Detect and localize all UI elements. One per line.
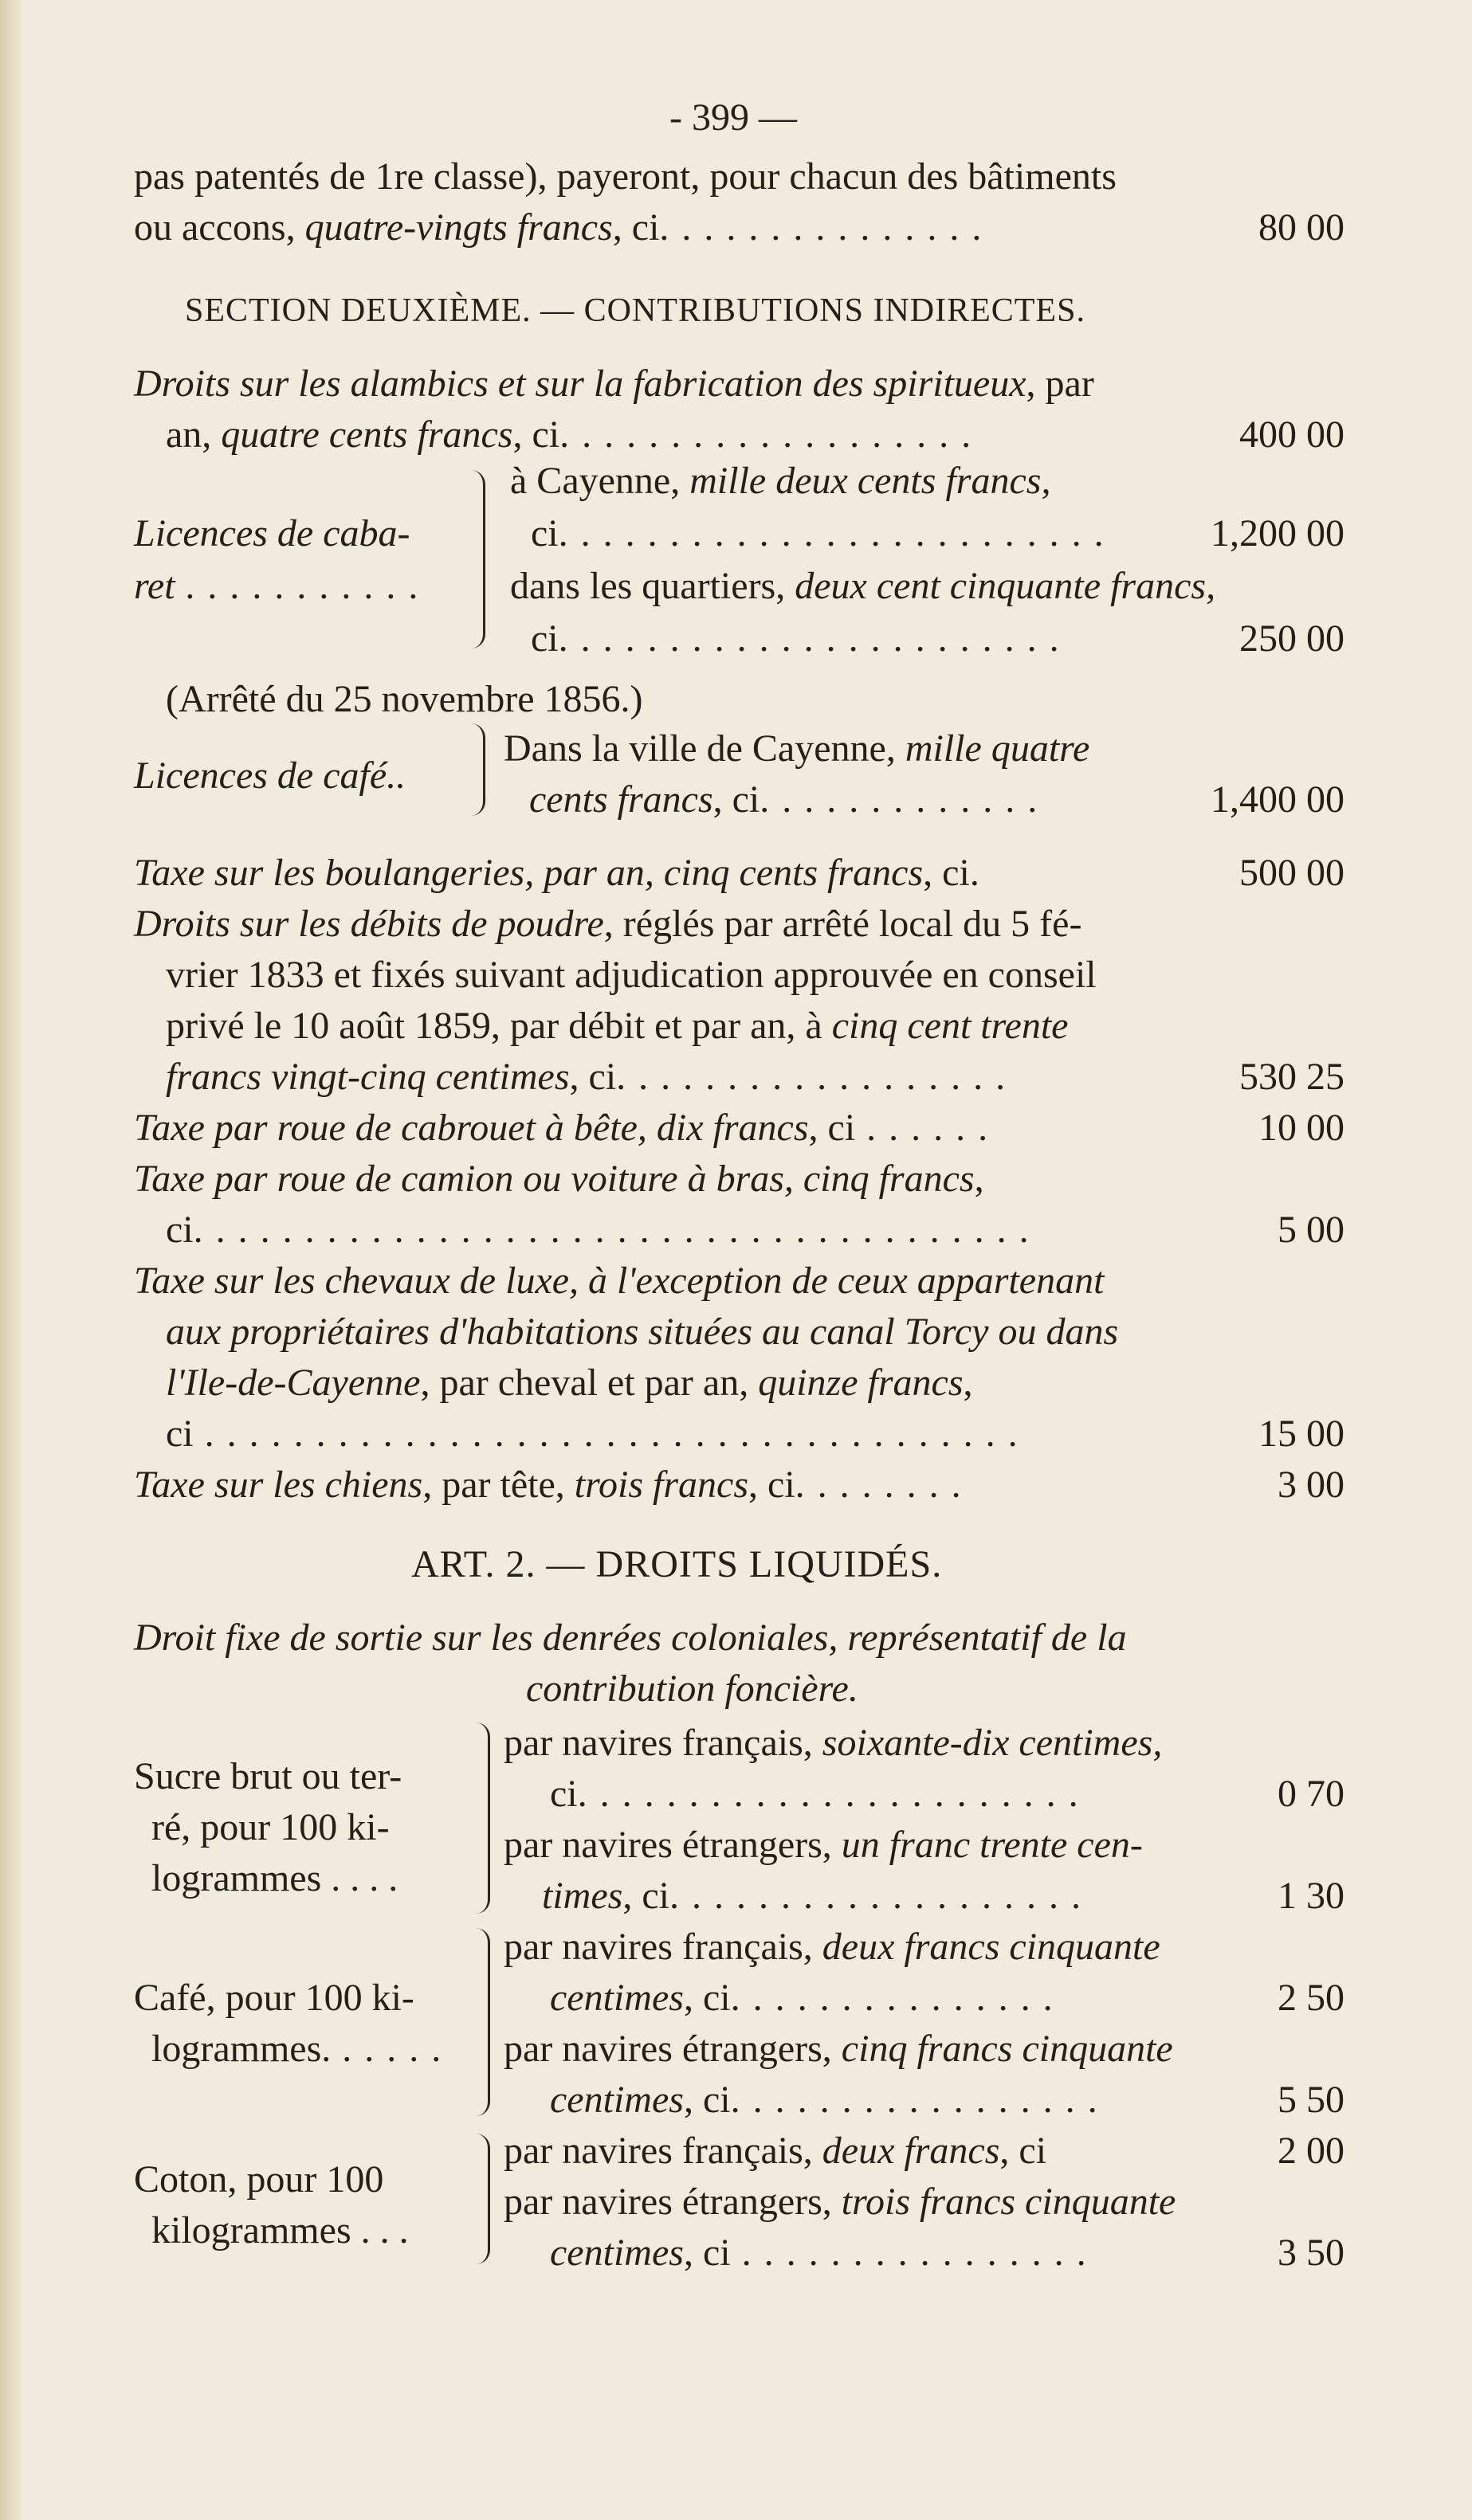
cafe-ci: , ci — [712, 778, 760, 821]
sucre-ship-fr: par navires français, — [504, 1722, 822, 1764]
sucre-ci-1: ci — [550, 1773, 578, 1815]
poudre-line-2: vrier 1833 et fixés suivant adjudication approuvée en conseil — [166, 954, 1097, 996]
cabaret-amount-words-2: deux cent cinquante francs, — [795, 565, 1216, 607]
sucre-right-3 — [504, 1821, 1143, 1869]
leader-dots: . . . . . . . . . . . . . . . . . . . — [669, 1875, 1082, 1917]
poudre-line-1 — [134, 900, 1081, 948]
leader-dots: . . . . . . — [855, 1107, 990, 1149]
intro-amount-words: quatre-vingts francs — [304, 206, 613, 249]
coton-amount-2: 3 50 — [1278, 2232, 1344, 2274]
chiens-text: , par tête, — [422, 1464, 575, 1506]
coton-ci-1: , ci — [999, 2130, 1047, 2172]
cabaret-ci-2: ci — [531, 617, 559, 660]
sucre-brace — [470, 1722, 490, 1914]
sucre-amount-words-2: un franc trente cen- — [841, 1824, 1143, 1866]
poudre-text-3: privé le 10 août 1859, par débit et par an, à — [166, 1005, 832, 1047]
chiens-line — [134, 1461, 963, 1509]
chiens-title: Taxe sur les chiens — [134, 1464, 423, 1506]
alambics-ci: , ci — [512, 413, 560, 456]
cafe-export-ship-fr: par navires français, — [504, 1926, 822, 1968]
cafe-export-right-3 — [504, 2025, 1173, 2073]
chevaux-line-3 — [166, 1359, 973, 1407]
coton-label-2: kilogrammes . . . — [151, 2209, 409, 2252]
sucre-ship-foreign: par navires étrangers, — [504, 1824, 842, 1866]
boulangeries-amount: 500 00 — [1239, 852, 1344, 894]
sucre-amount-words-1: soixante-dix centimes, — [822, 1722, 1163, 1764]
camion-comma: , — [974, 1158, 984, 1200]
cabaret-label-2 — [134, 562, 421, 610]
cafe-amount: 1,400 00 — [1211, 778, 1344, 821]
cabrouet-ci: , ci — [808, 1107, 856, 1149]
camion-ci: ci — [166, 1209, 194, 1251]
coton-right-3 — [550, 2229, 1088, 2277]
cabrouet-line — [134, 1104, 989, 1152]
leader-dots: . . . . . . . . . . . — [175, 565, 421, 607]
cafe-amount-words-2: cents francs — [529, 778, 713, 821]
alambics-line-2 — [166, 411, 972, 459]
cabaret-right-3 — [510, 562, 1215, 610]
poudre-amount-words-1: cinq cent trente — [831, 1005, 1069, 1047]
chevaux-amount-words: quinze francs — [758, 1362, 964, 1404]
coton-right-1 — [504, 2127, 1046, 2175]
leader-dots: . . . . . . . . . . . . . . . . . . . . . . . — [577, 1773, 1080, 1815]
leader-dots: . . . . . . . . . . . . . . . . . . . . . . . . . — [558, 512, 1105, 555]
cafe-export-amount-words-3: cinq francs cinquante — [841, 2028, 1173, 2070]
droit-fixe-line-1: Droit fixe de sortie sur les denrées coloniales, représentatif de la — [134, 1617, 1127, 1659]
poudre-amount-words-2: francs vingt-cinq centimes — [166, 1056, 570, 1098]
leader-dots: . . . . . . . . . . . . . . . . . . . — [559, 413, 973, 456]
coton-amount-words-1: deux francs — [822, 2130, 1000, 2172]
leader-dots: . . . . . . . . . . . . . . . . . — [730, 2079, 1099, 2121]
art2-title: ART. 2. — DROITS LIQUIDÉS. — [411, 1543, 943, 1585]
chiens-ci: , ci — [748, 1464, 795, 1506]
cafe-right-2 — [529, 776, 1038, 824]
chevaux-line-2: aux propriétaires d'habitations situées au canal Torcy ou dans — [166, 1311, 1119, 1353]
chevaux-ci: ci — [166, 1413, 194, 1455]
chevaux-amount: 15 00 — [1258, 1413, 1344, 1455]
cafe-label: Licences de café.. — [134, 754, 406, 797]
sucre-right-4 — [542, 1872, 1082, 1920]
poudre-title: Droits sur les débits de poudre — [134, 903, 604, 945]
alambics-amount-words: quatre cents francs — [221, 413, 513, 456]
boulangeries-ci: , ci. — [923, 852, 979, 894]
cafe-export-ship-foreign: par navires étrangers, — [504, 2028, 842, 2070]
cafe-export-label-1: Café, pour 100 ki- — [134, 1977, 414, 2019]
sucre-label-3: logrammes . . . . — [151, 1857, 398, 1899]
sucre-label-2: ré, pour 100 ki- — [151, 1806, 390, 1848]
cafe-right-1 — [504, 725, 1089, 773]
leader-dots: . . . . . . . . . . . . . . . . . . — [616, 1056, 1007, 1098]
cafe-export-ci-2: , ci — [683, 2079, 731, 2121]
droit-fixe-line-2: contribution foncière. — [526, 1668, 858, 1710]
leader-dots: . . . . . . . . . . . . . . . — [659, 206, 983, 249]
cafe-export-label-2-text: logrammes. — [151, 2028, 332, 2070]
cabaret-right-1 — [510, 457, 1050, 505]
intro-line-2 — [134, 204, 983, 252]
cafe-export-amount-words-4: centimes — [550, 2079, 684, 2121]
cabaret-place-2: dans les quartiers, — [510, 565, 795, 607]
coton-right-2 — [504, 2178, 1176, 2226]
leader-dots: . . . . . . . . . . . . . . . . . . . . . . . — [558, 617, 1061, 660]
poudre-line-4 — [166, 1053, 1007, 1101]
coton-amount-1: 2 00 — [1278, 2130, 1344, 2172]
leader-dots: . . . . . . . . . . . . . . . . — [730, 2232, 1088, 2274]
poudre-text-1: , réglés par arrêté local du 5 fé- — [603, 903, 1082, 945]
cafe-brace — [467, 723, 485, 816]
cafe-amount-words-1: mille quatre — [905, 727, 1090, 770]
boulangeries-line — [134, 849, 979, 897]
cafe-export-amount-words-2: centimes — [550, 1977, 684, 2019]
alambics-an: an, — [166, 413, 222, 456]
sucre-right-1 — [504, 1719, 1162, 1767]
coton-ship-foreign: par navires étrangers, — [504, 2181, 842, 2223]
coton-amount-words-2: trois francs cinquante — [841, 2181, 1176, 2223]
coton-brace — [470, 2134, 490, 2264]
cafe-export-right-2 — [550, 1974, 1054, 2022]
poudre-amount: 530 25 — [1239, 1056, 1344, 1098]
cafe-export-right-1 — [504, 1923, 1160, 1971]
coton-ship-fr: par navires français, — [504, 2130, 822, 2172]
intro-line-1: pas patentés de 1re classe), payeront, pour chacun des bâtiments — [134, 155, 1117, 198]
leader-dots: . . . . . . . . — [795, 1464, 963, 1506]
leader-dots: . . . . . . . . . . . . . . . . . . . . . . . . . . . . . . . . . . . . . . — [193, 1209, 1030, 1251]
intro-amount: 80 00 — [1258, 206, 1344, 249]
boulangeries-title: Taxe sur les boulangeries, par an, cinq cents francs — [134, 852, 924, 894]
sucre-amount-2: 1 30 — [1278, 1875, 1344, 1917]
cabaret-place-1: à Cayenne, — [510, 460, 690, 502]
section-title: SECTION DEUXIÈME. — CONTRIBUTIONS INDIRECTES. — [185, 292, 1085, 329]
cabaret-ci-1: ci — [531, 512, 559, 555]
sucre-amount-1: 0 70 — [1278, 1773, 1344, 1815]
arrete-note: (Arrêté du 25 novembre 1856.) — [166, 678, 643, 720]
cabrouet-amount: 10 00 — [1258, 1107, 1344, 1149]
leader-dots: . . . . . . . . . . . . . . . — [730, 1977, 1054, 2019]
cabaret-amount-2: 250 00 — [1239, 617, 1344, 660]
cabaret-brace — [467, 470, 485, 649]
cafe-export-brace — [470, 1928, 490, 2116]
page-number: - 399 — — [669, 96, 797, 139]
coton-ci-2: , ci — [683, 2232, 731, 2274]
chiens-amount-words: trois francs — [574, 1464, 749, 1506]
cafe-export-label-2 — [151, 2025, 442, 2073]
cafe-export-amount-2: 5 50 — [1278, 2079, 1344, 2121]
cafe-export-amount-words-1: deux francs cinquante — [822, 1926, 1160, 1968]
camion-title: Taxe par roue de camion ou voiture à bras, cinq francs — [134, 1158, 975, 1200]
sucre-ci-2: , ci — [622, 1875, 669, 1917]
cabrouet-title: Taxe par roue de cabrouet à bête, dix francs — [134, 1107, 809, 1149]
leader-dots: . . . . . . . . . . . . . — [760, 778, 1039, 821]
chevaux-text: , par cheval et par an, — [420, 1362, 759, 1404]
intro-ci: , ci — [612, 206, 660, 249]
poudre-ci: , ci — [569, 1056, 617, 1098]
chevaux-line-4 — [166, 1410, 1019, 1458]
camion-amount: 5 00 — [1278, 1209, 1344, 1251]
cabaret-right-4 — [531, 615, 1061, 663]
alambics-line-1 — [134, 360, 1094, 408]
cafe-export-amount-1: 2 50 — [1278, 1977, 1344, 2019]
chevaux-comma: , — [963, 1362, 973, 1404]
cabaret-amount-words-1: mille deux cents francs, — [689, 460, 1051, 502]
cabaret-label-2-text: ret — [134, 565, 175, 607]
cafe-export-ci-1: , ci — [683, 1977, 731, 2019]
intro-text: ou accons, — [134, 206, 305, 249]
chevaux-line-1: Taxe sur les chevaux de luxe, à l'exception de ceux appartenant — [134, 1260, 1105, 1302]
alambics-amount: 400 00 — [1239, 413, 1344, 456]
sucre-amount-words-3: times — [542, 1875, 623, 1917]
coton-amount-words-3: centimes — [550, 2232, 684, 2274]
alambics-text: , par — [1026, 363, 1094, 405]
cabaret-label-1: Licences de caba- — [134, 512, 410, 555]
page-gutter-shadow — [0, 0, 21, 2520]
leader-dots: . . . . . — [331, 2028, 443, 2070]
chevaux-place: l'Ile-de-Cayenne — [166, 1362, 421, 1404]
sucre-label-1: Sucre brut ou ter- — [134, 1755, 402, 1797]
chiens-amount: 3 00 — [1278, 1464, 1344, 1506]
leader-dots: . . . . . . . . . . . . . . . . . . . . . . . . . . . . . . . . . . . . . — [193, 1413, 1019, 1455]
cabaret-amount-1: 1,200 00 — [1211, 512, 1344, 555]
alambics-title: Droits sur les alambics et sur la fabrication des spiritueux — [134, 363, 1026, 405]
cabaret-right-2 — [531, 510, 1105, 558]
coton-label-1: Coton, pour 100 — [134, 2158, 384, 2201]
cafe-export-right-4 — [550, 2076, 1099, 2124]
camion-line-1 — [134, 1155, 984, 1203]
cafe-place: Dans la ville de Cayenne, — [504, 727, 905, 770]
poudre-line-3 — [166, 1002, 1068, 1050]
sucre-right-2 — [550, 1770, 1080, 1818]
camion-line-2 — [166, 1206, 1030, 1254]
